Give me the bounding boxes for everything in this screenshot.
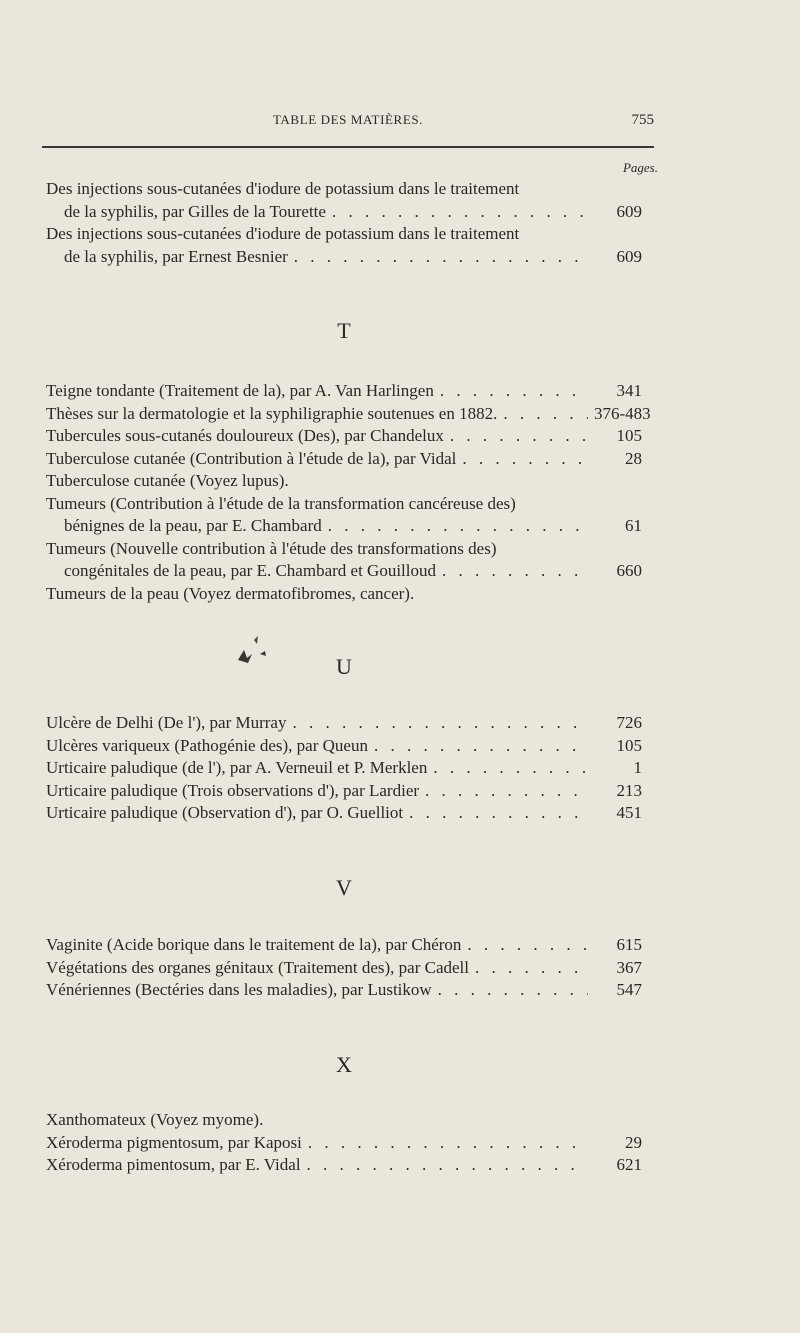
entry-line: [46, 780, 642, 803]
entry-text: Tubercules sous-cutanés douloureux (Des), par Chandelux: [46, 426, 444, 445]
dot-leader: [374, 735, 588, 758]
entry-text: de la syphilis, par Gilles de la Tourette: [64, 201, 326, 221]
entry-text: Ulcères variqueux (Pathogénie des), par Queun: [46, 735, 368, 755]
toc-entry: [46, 979, 642, 1002]
dot-leader: [467, 934, 588, 957]
entry-text: Ulcère de Delhi (De l'), par Murray: [46, 713, 287, 732]
entry-page-number: 28: [625, 448, 642, 468]
dot-leader: [294, 246, 588, 269]
entry-page-number: 609: [616, 246, 642, 266]
entry-text: bénignes de la peau, par E. Chambard: [64, 516, 322, 535]
entry-text: Urticaire paludique (Trois observations d'), par Lardier: [46, 780, 420, 800]
entry-page-number: 213: [616, 780, 642, 800]
entry-line: [46, 403, 651, 426]
entry-line: [46, 380, 642, 403]
page-number: 755: [631, 112, 654, 128]
entry-line: [46, 538, 642, 561]
entry-page-number: 660: [616, 561, 642, 580]
entry-text: de la syphilis, par Ernest Besnier: [64, 246, 288, 266]
running-head-title: TABLE DES MATIÈRES.: [272, 112, 424, 127]
entry-line: [46, 493, 642, 516]
entry-line: [46, 223, 642, 246]
entry-page-number: 105: [616, 426, 642, 445]
entry-line: [46, 802, 642, 825]
toc-entry: [46, 380, 642, 403]
entry-text: congénitales de la peau, par E. Chambard et Gouilloud: [64, 561, 436, 580]
toc-entry: [46, 583, 642, 606]
entry-line: [46, 712, 642, 735]
entry-text: Des injections sous-cutanées d'iodure de potassium dans le traitement: [46, 224, 520, 243]
toc-entry: [46, 425, 642, 448]
entry-line: [46, 560, 642, 583]
dot-leader: [440, 380, 588, 403]
intro-entries: [46, 178, 642, 268]
entry-line: [46, 425, 642, 448]
entry-page-number: 621: [616, 1155, 642, 1174]
entry-page-number: 609: [616, 201, 642, 221]
entry-page-number: 726: [616, 713, 642, 732]
dot-leader: [462, 448, 588, 471]
running-head: [42, 112, 654, 136]
section-letter-v: V: [336, 875, 352, 900]
header-rule: [42, 146, 654, 148]
entry-line: [46, 515, 642, 538]
toc-entry: [46, 1109, 642, 1132]
dot-leader: [292, 712, 588, 735]
entry-text: Urticaire paludique (Observation d'), par O. Guelliot: [46, 803, 404, 822]
entry-line: [46, 1154, 642, 1177]
pages-column-label: Pages.: [622, 160, 658, 175]
entry-page-number: 1: [633, 758, 642, 777]
entry-text: Tumeurs de la peau (Voyez dermatofibromes, cancer).: [46, 583, 415, 603]
dot-leader: [503, 403, 588, 426]
toc-entry: [46, 712, 642, 735]
entry-text: Thèses sur la dermatologie et la syphiligraphie soutenues en 1882.: [46, 403, 498, 423]
entry-text: Tumeurs (Contribution à l'étude de la transformation cancéreuse des): [46, 493, 516, 513]
section-v-entries: [46, 934, 642, 1002]
entry-page-number: 367: [616, 957, 642, 977]
toc-entry: [46, 780, 642, 803]
dot-leader: [450, 425, 588, 448]
entry-page-number: 615: [616, 935, 642, 954]
entry-line: [46, 979, 642, 1002]
entry-line: [46, 757, 642, 780]
entry-text: Tuberculose cutanée (Contribution à l'étude de la), par Vidal: [46, 448, 457, 468]
entry-text: Tumeurs (Nouvelle contribution à l'étude des transformations des): [46, 538, 497, 558]
dot-leader: [433, 757, 588, 780]
dot-leader: [442, 560, 588, 583]
entry-line: [46, 583, 642, 606]
dot-leader: [425, 780, 588, 803]
entry-text: Des injections sous-cutanées d'iodure de potassium dans le traitement: [46, 179, 520, 198]
entry-page-number: 341: [616, 381, 642, 400]
entry-text: Urticaire paludique (de l'), par A. Verneuil et P. Merklen: [46, 758, 428, 777]
toc-entry: [46, 757, 642, 780]
dot-leader: [438, 979, 588, 1002]
entry-line: [46, 201, 642, 224]
entry-line: [46, 735, 642, 758]
section-t-entries: [46, 380, 651, 605]
dot-leader: [328, 515, 588, 538]
entry-text: Xéroderma pigmentosum, par Kaposi: [46, 1132, 302, 1152]
entry-text: Xéroderma pimentosum, par E. Vidal: [46, 1155, 301, 1174]
toc-entry: [46, 1132, 642, 1155]
toc-entry: [46, 448, 642, 471]
toc-entry: [46, 957, 642, 980]
entry-text: Vaginite (Acide borique dans le traitement de la), par Chéron: [46, 935, 462, 954]
entry-page-number: 376-483: [594, 403, 651, 423]
toc-entry: [46, 538, 642, 583]
dot-leader: [308, 1132, 588, 1155]
dot-leader: [409, 802, 588, 825]
toc-entry: [46, 178, 642, 223]
entry-page-number: 29: [625, 1132, 642, 1152]
toc-entry: [46, 223, 642, 268]
entry-page-number: 61: [625, 516, 642, 535]
entry-line: [46, 178, 642, 201]
section-letter-x: X: [336, 1052, 352, 1077]
toc-entry: [46, 1154, 642, 1177]
section-x-entries: [46, 1109, 642, 1177]
dot-leader: [475, 957, 588, 980]
toc-entry: [46, 802, 642, 825]
entry-text: Végétations des organes génitaux (Traitement des), par Cadell: [46, 957, 469, 977]
toc-entry: [46, 403, 651, 426]
entry-line: [46, 246, 642, 269]
entry-page-number: 451: [616, 803, 642, 822]
entry-text: Vénériennes (Bectéries dans les maladies), par Lustikow: [46, 980, 432, 999]
section-u-entries: [46, 712, 642, 825]
entry-text: Teigne tondante (Traitement de la), par A. Van Harlingen: [46, 381, 434, 400]
dot-leader: [332, 201, 588, 224]
entry-line: [46, 934, 642, 957]
entry-line: [46, 1132, 642, 1155]
toc-entry: [46, 735, 642, 758]
section-letter-u: U: [336, 654, 352, 679]
section-letter-t: T: [337, 318, 351, 343]
entry-page-number: 105: [616, 735, 642, 755]
toc-entry: [46, 493, 642, 538]
entry-text: Tuberculose cutanée (Voyez lupus).: [46, 471, 289, 490]
dot-leader: [307, 1154, 588, 1177]
toc-entry: [46, 934, 642, 957]
entry-line: [46, 1109, 642, 1132]
toc-entry: [46, 470, 642, 493]
entry-line: [46, 957, 642, 980]
entry-line: [46, 448, 642, 471]
entry-line: [46, 470, 642, 493]
entry-page-number: 547: [616, 980, 642, 999]
entry-text: Xanthomateux (Voyez myome).: [46, 1110, 264, 1129]
